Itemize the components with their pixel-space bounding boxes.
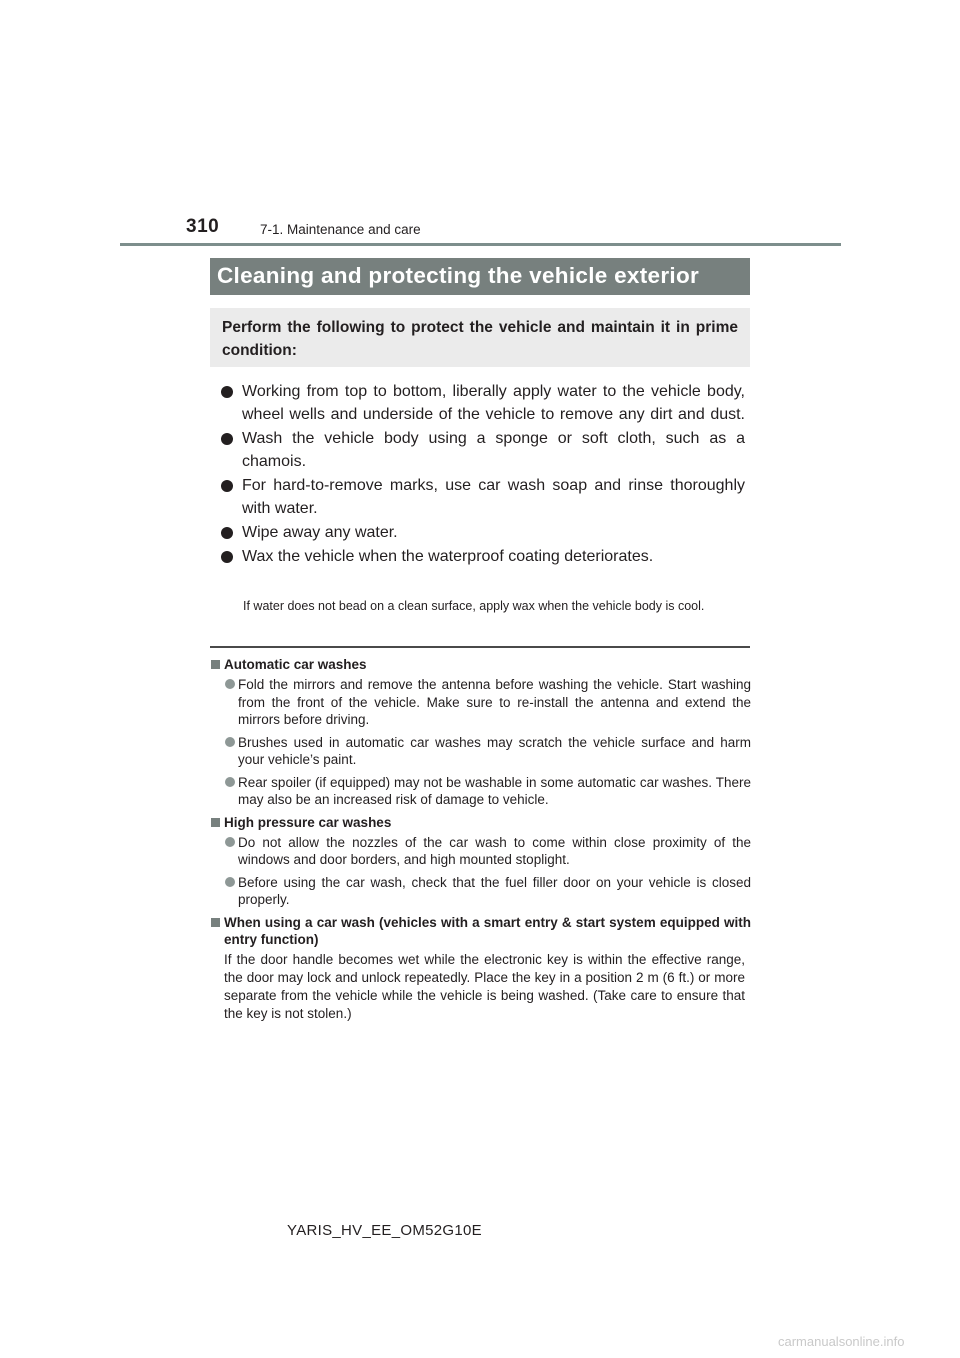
info-list (211, 834, 751, 909)
circle-bullet-icon (225, 837, 235, 847)
list-item (220, 474, 745, 520)
square-bullet-icon (211, 818, 220, 827)
watermark: carmanualsonline.info (778, 1334, 905, 1349)
list-item (220, 521, 745, 544)
intro-box (210, 308, 750, 367)
step-text: Working from top to bottom, liberally apply water to the vehicle body, wheel wells and underside of the vehicle to remove any dirt and dust. (242, 383, 745, 423)
square-bullet-icon (211, 918, 220, 927)
circle-bullet-icon (225, 737, 235, 747)
circle-bullet-icon (225, 777, 235, 787)
list-item (220, 380, 745, 426)
section-divider (210, 646, 750, 648)
info-list (211, 676, 751, 809)
step-text: Wash the vehicle body using a sponge or soft cloth, such as a chamois. (242, 430, 745, 470)
list-item: Before using the car wash, check that the fuel filler door on your vehicle is closed properly. (211, 874, 751, 909)
square-bullet-icon (211, 660, 220, 669)
list-item: Brushes used in automatic car washes may scratch the vehicle surface and harm your vehicle’s paint. (211, 734, 751, 769)
section-heading: Automatic car washes (211, 656, 751, 673)
circle-bullet-icon (225, 679, 235, 689)
list-item: Fold the mirrors and remove the antenna before washing the vehicle. Start washing from the front of the vehicle. Make sure to re-install the antenna and extend the mirrors before driving. (211, 676, 751, 729)
info-sections (211, 654, 751, 1023)
page-number: 310 (186, 216, 220, 237)
intro-text: Perform the following to protect the vehicle and maintain it in prime condition: (222, 319, 738, 359)
list-item: Do not allow the nozzles of the car wash to come within close proximity of the windows and door borders, and high mounted stoplight. (211, 834, 751, 869)
steps-list (220, 380, 745, 569)
circle-bullet-icon (225, 877, 235, 887)
section-label: 7-1. Maintenance and care (260, 222, 421, 237)
section-paragraph: If the door handle becomes wet while the electronic key is within the effective range, the door may lock and unlock repeatedly. Place the key in a position 2 m (6 ft.) or more separate from the vehicle while the vehicle is being washed. (Take care to ensure that the key is not stolen.) (224, 951, 745, 1021)
section-heading: When using a car wash (vehicles with a smart entry & start system equipped with entry function) (211, 914, 751, 948)
step-text: Wipe away any water. (242, 524, 398, 541)
step-text: Wax the vehicle when the waterproof coating deteriorates. (242, 548, 654, 565)
page-title: Cleaning and protecting the vehicle exterior (210, 258, 750, 295)
list-item: Rear spoiler (if equipped) may not be washable in some automatic car washes. There may also be an increased risk of damage to vehicle. (211, 774, 751, 809)
list-item (220, 427, 745, 473)
document-code: YARIS_HV_EE_OM52G10E (287, 1222, 482, 1239)
list-item (220, 545, 745, 568)
section-heading: High pressure car washes (211, 814, 751, 831)
step-text: For hard-to-remove marks, use car wash soap and rinse thoroughly with water. (242, 477, 745, 517)
header-divider (120, 243, 841, 246)
steps-note: If water does not bead on a clean surface, apply wax when the vehicle body is cool. (243, 599, 705, 613)
